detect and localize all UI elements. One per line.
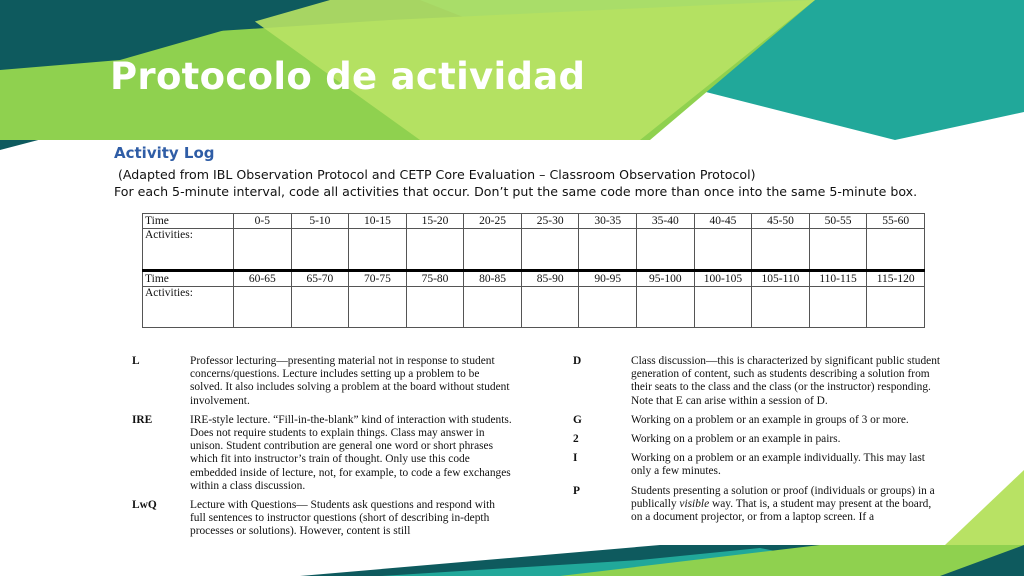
activities-row-2 [143,287,925,328]
interval-cell: 10-15 [349,214,407,229]
interval-cell: 25-30 [521,214,579,229]
code-entry [132,414,512,493]
code-description: Working on a problem or an example in groups of 3 or more. [631,413,909,426]
slide-title: Protocolo de actividad [110,55,586,98]
time-label: Time [143,271,234,287]
code-description: Working on a problem or an example individually. This may last only a few minutes. [631,452,925,478]
activity-cell [349,229,407,271]
code-description: Lecture with Questions— Students ask questions and respond with full sentences to instructor questions (short of describing in-depth processes or solutions). However, content is still [190,499,495,538]
activity-cell [694,287,752,328]
code-label: P [573,484,580,497]
activity-cell [521,287,579,328]
interval-cell: 95-100 [637,271,695,287]
interval-cell: 50-55 [809,214,867,229]
interval-cell: 5-10 [291,214,349,229]
activity-cell [579,287,637,328]
interval-cell: 0-5 [234,214,292,229]
time-row-2 [143,271,925,287]
activity-log-table [142,213,925,328]
activity-cell [694,229,752,271]
code-label: LwQ [132,499,157,512]
code-entry [132,499,512,539]
interval-cell: 105-110 [752,271,810,287]
document-subtitle: (Adapted from IBL Observation Protocol and CETP Core Evaluation – Classroom Observation Protocol) [118,167,756,182]
interval-cell: 115-120 [867,271,925,287]
code-label: G [573,413,582,426]
interval-cell: 30-35 [579,214,637,229]
activities-label: Activities: [143,229,234,271]
code-description: Class discussion—this is characterized by significant public student generation of content, such as students describing a solution from their seats to the class and the class (or the instructor) responding. Note that E can arise within a session of D. [631,355,941,407]
interval-cell: 70-75 [349,271,407,287]
interval-cell: 60-65 [234,271,292,287]
interval-cell: 85-90 [521,271,579,287]
code-entry [573,485,942,525]
interval-cell: 65-70 [291,271,349,287]
activity-cell [349,287,407,328]
code-entry [132,355,512,408]
code-entry [573,452,942,478]
interval-cell: 80-85 [464,271,522,287]
activity-cell [637,287,695,328]
time-label: Time [143,214,234,229]
code-description: Professor lecturing—presenting material not in response to student concerns/questions. Lecture includes setting up a problem to be solved. It also includes solving a problem at the board without student involvement. [190,355,510,407]
interval-cell: 110-115 [809,271,867,287]
activity-cell [406,287,464,328]
activity-cell [809,287,867,328]
activity-cell [291,229,349,271]
activity-cell [867,287,925,328]
activity-cell [637,229,695,271]
interval-cell: 90-95 [579,271,637,287]
code-entry [573,433,942,446]
activity-cell [234,287,292,328]
interval-cell: 40-45 [694,214,752,229]
activity-cell [291,287,349,328]
activity-cell [579,229,637,271]
interval-cell: 35-40 [637,214,695,229]
activity-cell [752,229,810,271]
interval-cell: 55-60 [867,214,925,229]
interval-cell: 45-50 [752,214,810,229]
code-description: Working on a problem or an example in pairs. [631,433,841,446]
activity-log-document [112,140,942,540]
activity-cell [234,229,292,271]
code-description-part: way. That is, a student may present at the board, on a document projector, or from a laptop screen. If a [631,497,932,524]
interval-cell: 75-80 [406,271,464,287]
code-description [631,485,942,525]
interval-cell: 20-25 [464,214,522,229]
document-heading: Activity Log [114,144,215,162]
code-legend-left [132,355,512,540]
activity-cell [521,229,579,271]
activities-label: Activities: [143,287,234,328]
code-label: D [573,355,582,367]
code-label: IRE [132,413,153,426]
activities-row-1 [143,229,925,271]
code-entry [573,414,942,427]
interval-cell: 100-105 [694,271,752,287]
code-label: L [132,355,140,367]
activity-cell [406,229,464,271]
activity-cell [464,287,522,328]
code-legend-right [573,355,942,530]
bottom-light-lime-shape [945,470,1024,545]
code-entry [573,355,942,408]
code-description-emphasis: visible [679,497,710,510]
interval-cell: 15-20 [406,214,464,229]
activity-cell [464,229,522,271]
code-label: 2 [573,433,579,446]
document-instructions: For each 5-minute interval, code all activities that occur. Don’t put the same code more than once into the same 5-minute box. [114,184,918,199]
code-description-part: Students presenting a solution or proof (individuals or groups) in a publically [631,484,935,510]
activity-cell [867,229,925,271]
time-row-1 [143,214,925,229]
activity-cell [752,287,810,328]
code-label: I [573,452,578,465]
activity-cell [809,229,867,271]
code-description: IRE-style lecture. “Fill-in-the-blank” kind of interaction with students. Does not require students to explain things. Class may answer in unison. Student contribution are general one word or short phrases which fit into instructor’s train of thought. Only use this code embedded inside of lecture, not, for example, to code a few exchanges within a class discussion. [190,413,512,492]
